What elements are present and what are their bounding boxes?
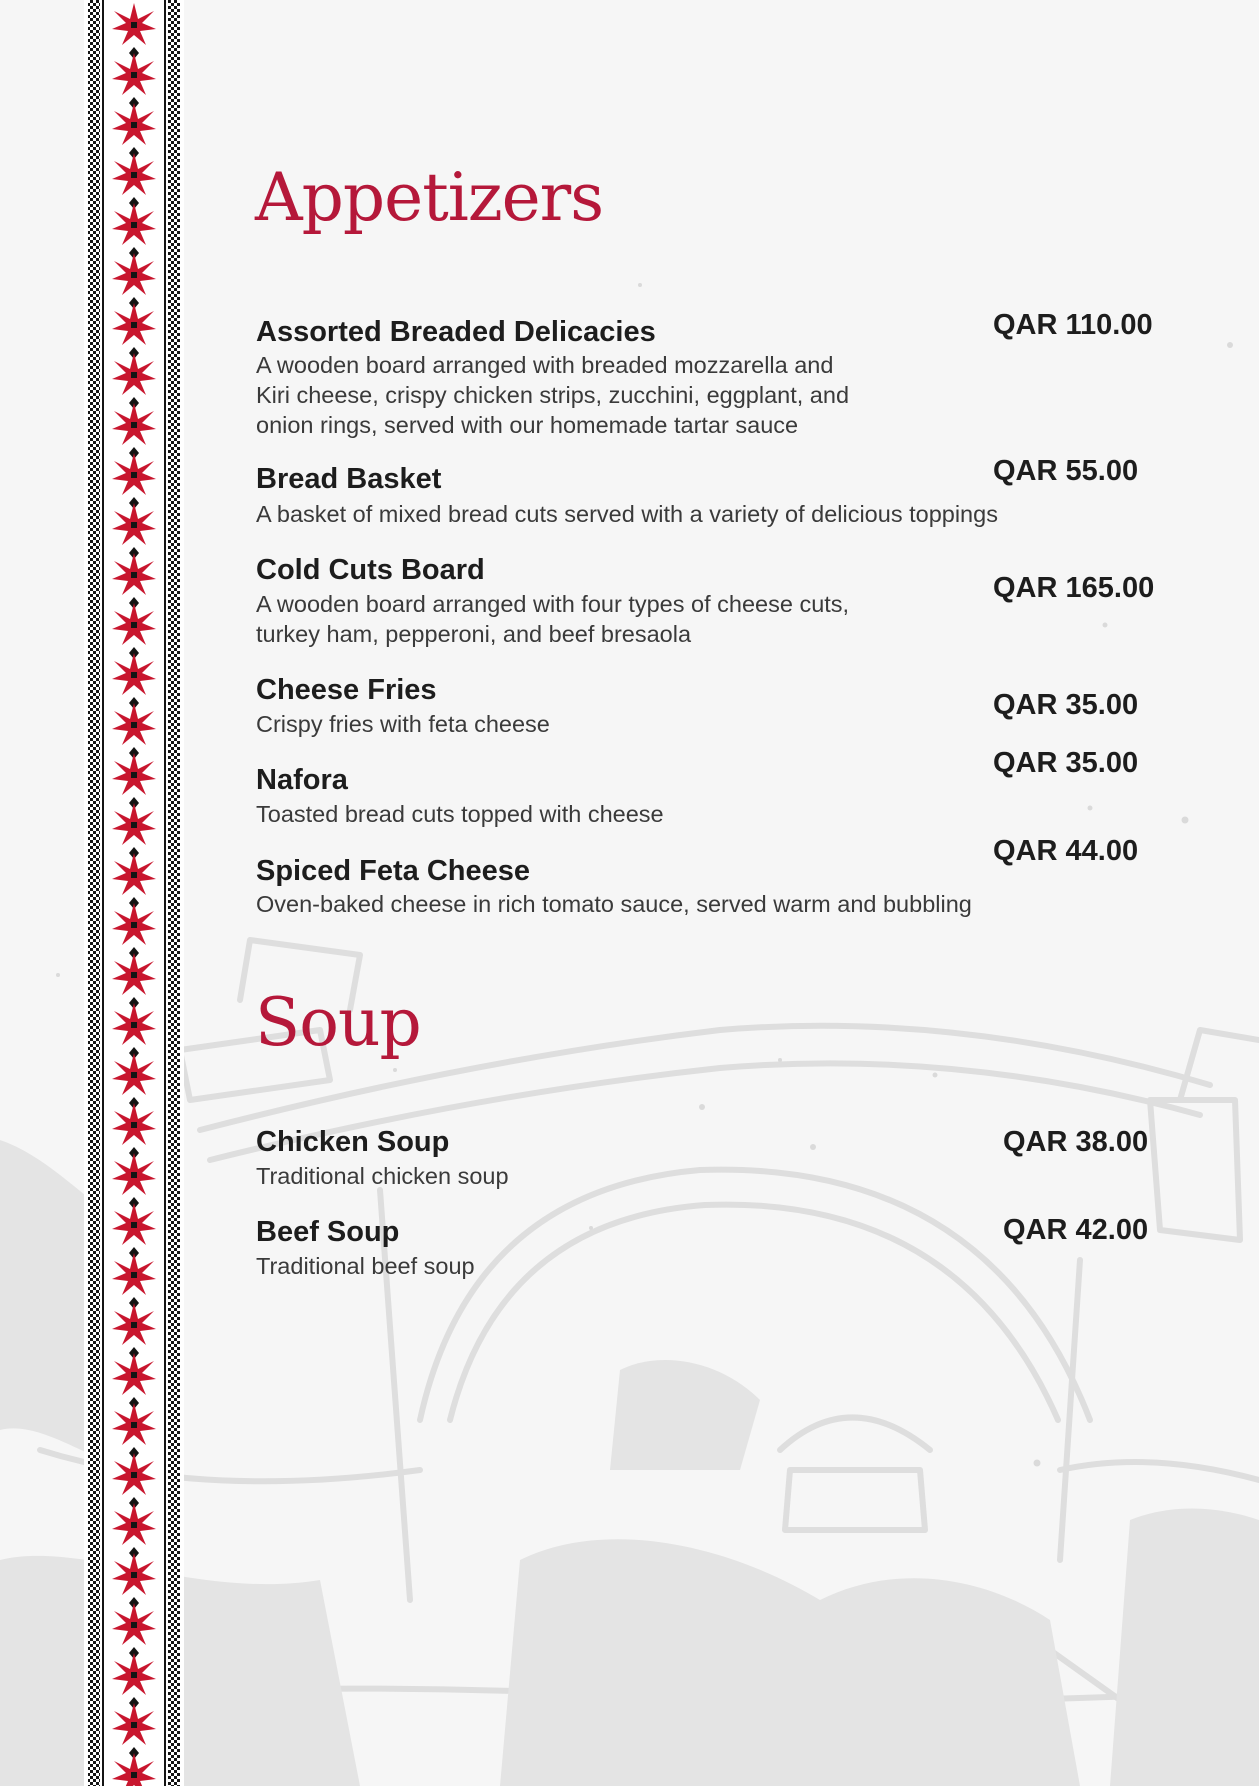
embroidery-center-stitch: [131, 1772, 137, 1778]
embroidery-center-stitch: [131, 1472, 137, 1478]
section-title-appetizers: Appetizers: [255, 159, 604, 236]
menu-item-price: QAR 55.00: [993, 455, 1139, 487]
menu-item-name: Assorted Breaded Delicacies: [256, 316, 656, 348]
menu-item-price: QAR 110.00: [993, 309, 1153, 341]
embroidery-center-stitch: [131, 1122, 137, 1128]
embroidery-center-stitch: [131, 422, 137, 428]
menu-item-price: QAR 165.00: [993, 572, 1155, 604]
menu-item-name: Bread Basket: [256, 463, 442, 495]
menu-item-description-line: Toasted bread cuts topped with cheese: [256, 801, 664, 827]
menu-item-description: [256, 1251, 1156, 1281]
embroidery-center-stitch: [131, 322, 137, 328]
embroidery-center-stitch: [131, 922, 137, 928]
menu-item-description-line: Traditional beef soup: [256, 1253, 475, 1279]
embroidery-center-stitch: [131, 1222, 137, 1228]
embroidery-center-stitch: [131, 1272, 137, 1278]
embroidery-center-stitch: [131, 1172, 137, 1178]
embroidery-center-stitch: [131, 1522, 137, 1528]
embroidery-center-stitch: [131, 272, 137, 278]
menu-item-description-line: Traditional chicken soup: [256, 1163, 509, 1189]
menu-item-name: Spiced Feta Cheese: [256, 855, 530, 887]
menu-item-description: [256, 889, 1156, 919]
embroidery-center-stitch: [131, 1022, 137, 1028]
embroidery-center-stitch: [131, 22, 137, 28]
embroidery-center-stitch: [131, 972, 137, 978]
embroidery-center-stitch: [131, 122, 137, 128]
menu-item-description-line: A wooden board arranged with breaded mozzarella and: [256, 352, 834, 378]
embroidery-center-stitch: [131, 822, 137, 828]
menu-item-description: [256, 1161, 1156, 1191]
menu-item-description-line: onion rings, served with our homemade tartar sauce: [256, 412, 799, 438]
embroidery-center-stitch: [131, 372, 137, 378]
embroidery-center-stitch: [131, 672, 137, 678]
embroidery-center-stitch: [131, 522, 137, 528]
embroidery-center-stitch: [131, 1572, 137, 1578]
menu-item-name: Cold Cuts Board: [256, 554, 485, 586]
menu-item-description-line: A basket of mixed bread cuts served with a variety of delicious toppings: [256, 501, 998, 527]
embroidery-center-stitch: [131, 472, 137, 478]
embroidery-center-stitch: [131, 622, 137, 628]
menu-item-name: Nafora: [256, 764, 348, 796]
menu-item-description-line: turkey ham, pepperoni, and beef bresaola: [256, 621, 692, 647]
menu-item-description-line: Crispy fries with feta cheese: [256, 711, 550, 737]
menu-item-price: QAR 35.00: [993, 747, 1139, 779]
menu-item-description-line: Oven-baked cheese in rich tomato sauce, served warm and bubbling: [256, 891, 972, 917]
embroidery-center-stitch: [131, 72, 137, 78]
embroidery-border: [84, 0, 184, 1786]
menu-item-name: Chicken Soup: [256, 1126, 450, 1158]
embroidery-center-stitch: [131, 1722, 137, 1728]
menu-item-name: Beef Soup: [256, 1216, 400, 1248]
menu-item-price: QAR 44.00: [993, 835, 1139, 867]
embroidery-center-stitch: [131, 872, 137, 878]
embroidery-center-stitch: [131, 1072, 137, 1078]
menu-item-description: [256, 499, 1156, 529]
menu-item-description: [256, 799, 1156, 829]
menu-item-price: QAR 42.00: [1003, 1214, 1149, 1246]
embroidery-center-stitch: [131, 772, 137, 778]
embroidery-center-stitch: [131, 172, 137, 178]
menu-item-price: QAR 38.00: [1003, 1126, 1149, 1158]
menu-item-name: Cheese Fries: [256, 674, 437, 706]
embroidery-center-stitch: [131, 572, 137, 578]
embroidery-center-stitch: [131, 1372, 137, 1378]
embroidery-center-stitch: [131, 722, 137, 728]
embroidery-center-stitch: [131, 1672, 137, 1678]
menu-item-description-line: Kiri cheese, crispy chicken strips, zucchini, eggplant, and: [256, 382, 850, 408]
section-title-soup: Soup: [255, 984, 421, 1061]
embroidery-center-stitch: [131, 1422, 137, 1428]
menu-item-price: QAR 35.00: [993, 689, 1139, 721]
menu-item-description-line: A wooden board arranged with four types of cheese cuts,: [256, 591, 850, 617]
embroidery-center-stitch: [131, 1322, 137, 1328]
menu-item-description: [256, 350, 1156, 440]
embroidery-center-stitch: [131, 222, 137, 228]
embroidery-center-stitch: [131, 1622, 137, 1628]
